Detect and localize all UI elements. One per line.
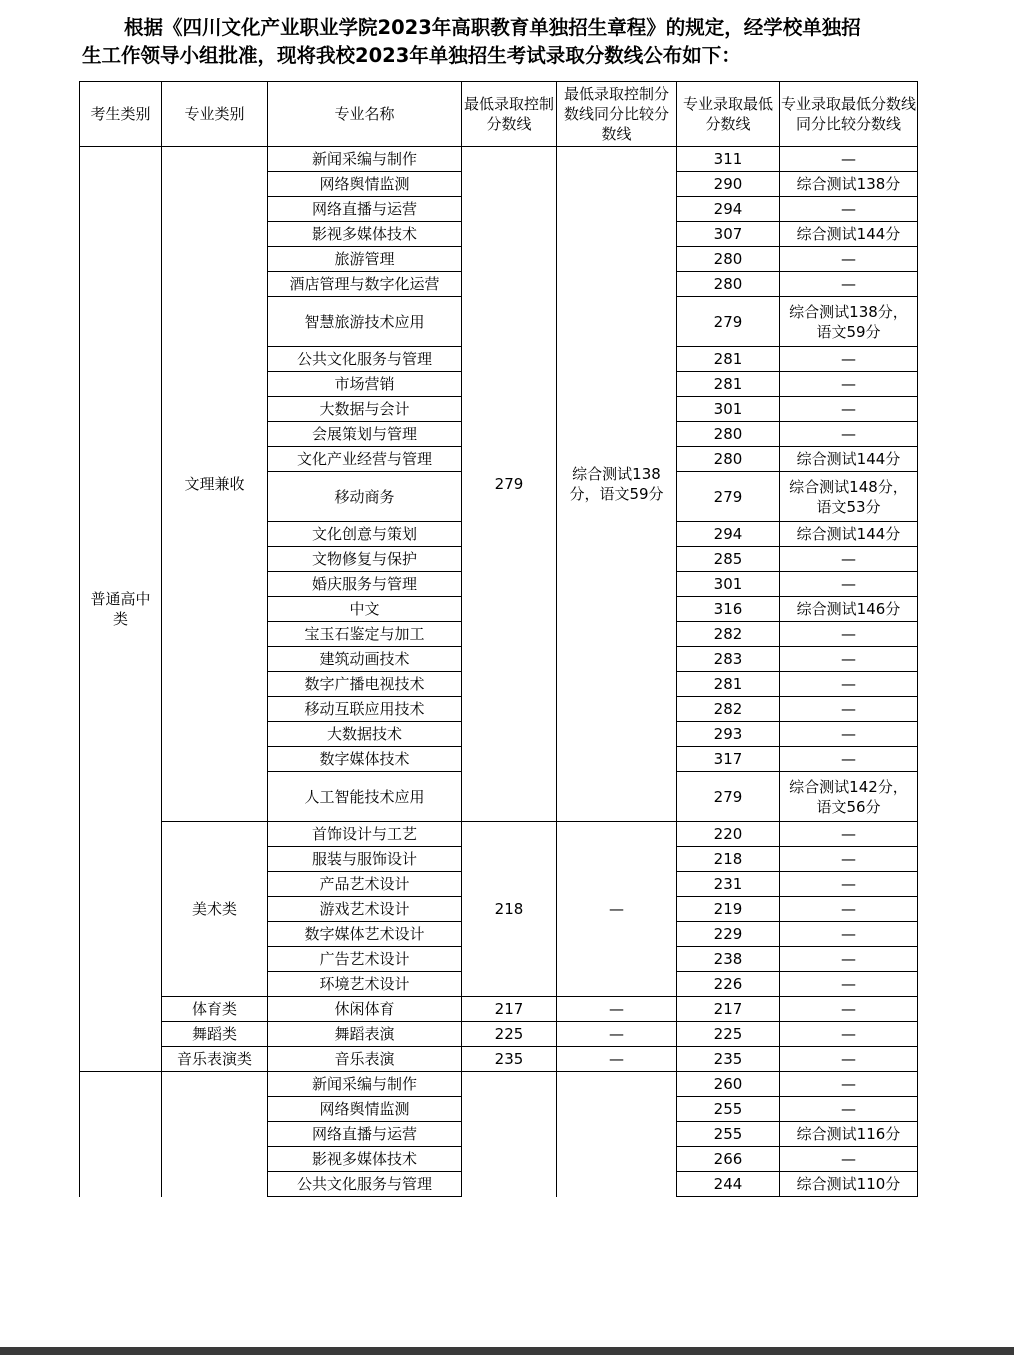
major-tie-break-cell: — bbox=[780, 722, 918, 747]
major-tie-break-cell: — bbox=[780, 347, 918, 372]
major-name-cell: 公共文化服务与管理 bbox=[268, 347, 462, 372]
major-name-cell: 新闻采编与制作 bbox=[268, 147, 462, 172]
major-tie-break-cell: — bbox=[780, 272, 918, 297]
major-tie-break-cell: — bbox=[780, 147, 918, 172]
major-min-score-cell: 280 bbox=[677, 447, 780, 472]
major-tie-break-cell: — bbox=[780, 547, 918, 572]
table-row bbox=[80, 147, 918, 172]
major-name-cell: 文物修复与保护 bbox=[268, 547, 462, 572]
major-name-cell: 环境艺术设计 bbox=[268, 972, 462, 997]
major-tie-break-cell: 综合测试110分 bbox=[780, 1172, 918, 1197]
major-tie-break-cell: — bbox=[780, 397, 918, 422]
major-tie-break-cell: — bbox=[780, 572, 918, 597]
control-tie-break-cell: 综合测试138分，语文59分 bbox=[557, 147, 677, 822]
major-tie-break-cell: — bbox=[780, 622, 918, 647]
major-tie-break-cell: 综合测试144分 bbox=[780, 222, 918, 247]
major-name-cell: 广告艺术设计 bbox=[268, 947, 462, 972]
control-tie-break-cell: — bbox=[557, 997, 677, 1022]
category-cell-meishu: 美术类 bbox=[162, 822, 268, 997]
candidate-type-cell-2 bbox=[80, 1072, 162, 1197]
major-tie-break-cell: — bbox=[780, 1047, 918, 1072]
major-name-cell: 数字媒体技术 bbox=[268, 747, 462, 772]
table-row bbox=[80, 822, 918, 847]
min-control-score-cell: 218 bbox=[462, 822, 557, 997]
major-min-score-cell: 244 bbox=[677, 1172, 780, 1197]
major-name-cell: 网络直播与运营 bbox=[268, 1122, 462, 1147]
major-name-cell: 人工智能技术应用 bbox=[268, 772, 462, 822]
major-min-score-cell: 279 bbox=[677, 297, 780, 347]
major-min-score-cell: 285 bbox=[677, 547, 780, 572]
major-name-cell: 文化创意与策划 bbox=[268, 522, 462, 547]
major-min-score-cell: 301 bbox=[677, 572, 780, 597]
major-name-cell: 酒店管理与数字化运营 bbox=[268, 272, 462, 297]
category-cell-wudao: 舞蹈类 bbox=[162, 1022, 268, 1047]
major-tie-break-cell: — bbox=[780, 922, 918, 947]
major-min-score-cell: 290 bbox=[677, 172, 780, 197]
major-name-cell: 音乐表演 bbox=[268, 1047, 462, 1072]
major-min-score-cell: 220 bbox=[677, 822, 780, 847]
major-name-cell: 宝玉石鉴定与加工 bbox=[268, 622, 462, 647]
major-min-score-cell: 225 bbox=[677, 1022, 780, 1047]
major-min-score-cell: 279 bbox=[677, 472, 780, 522]
major-min-score-cell: 282 bbox=[677, 622, 780, 647]
major-min-score-cell: 226 bbox=[677, 972, 780, 997]
major-name-cell: 网络舆情监测 bbox=[268, 1097, 462, 1122]
major-min-score-cell: 218 bbox=[677, 847, 780, 872]
major-tie-break-cell: — bbox=[780, 1147, 918, 1172]
header-major-min-score: 专业录取最低分数线 bbox=[677, 82, 780, 147]
major-min-score-cell: 217 bbox=[677, 997, 780, 1022]
min-control-score-cell: 279 bbox=[462, 147, 557, 822]
major-min-score-cell: 229 bbox=[677, 922, 780, 947]
major-min-score-cell: 219 bbox=[677, 897, 780, 922]
major-name-cell: 公共文化服务与管理 bbox=[268, 1172, 462, 1197]
header-candidate-type: 考生类别 bbox=[80, 82, 162, 147]
major-min-score-cell: 255 bbox=[677, 1122, 780, 1147]
major-min-score-cell: 281 bbox=[677, 672, 780, 697]
major-name-cell: 服装与服饰设计 bbox=[268, 847, 462, 872]
major-min-score-cell: 294 bbox=[677, 197, 780, 222]
major-tie-break-cell: 综合测试148分，语文53分 bbox=[780, 472, 918, 522]
min-control-score-cell: 235 bbox=[462, 1047, 557, 1072]
major-name-cell: 休闲体育 bbox=[268, 997, 462, 1022]
intro-line-2: 生工作领导小组批准，现将我校2023年单独招生考试录取分数线公布如下： bbox=[82, 44, 741, 67]
major-tie-break-cell: 综合测试116分 bbox=[780, 1122, 918, 1147]
major-min-score-cell: 266 bbox=[677, 1147, 780, 1172]
major-name-cell: 舞蹈表演 bbox=[268, 1022, 462, 1047]
major-name-cell: 大数据技术 bbox=[268, 722, 462, 747]
window-bottom-bar bbox=[0, 1347, 1014, 1355]
major-min-score-cell: 281 bbox=[677, 372, 780, 397]
major-tie-break-cell: — bbox=[780, 997, 918, 1022]
major-tie-break-cell: — bbox=[780, 672, 918, 697]
intro-paragraph bbox=[82, 14, 922, 70]
major-min-score-cell: 294 bbox=[677, 522, 780, 547]
major-name-cell: 大数据与会计 bbox=[268, 397, 462, 422]
major-tie-break-cell: — bbox=[780, 247, 918, 272]
major-min-score-cell: 311 bbox=[677, 147, 780, 172]
major-min-score-cell: 282 bbox=[677, 697, 780, 722]
admission-score-table bbox=[79, 81, 918, 1197]
major-tie-break-cell: 综合测试142分，语文56分 bbox=[780, 772, 918, 822]
major-min-score-cell: 293 bbox=[677, 722, 780, 747]
control-tie-break-cell-2 bbox=[557, 1072, 677, 1197]
major-tie-break-cell: — bbox=[780, 947, 918, 972]
major-name-cell: 会展策划与管理 bbox=[268, 422, 462, 447]
major-tie-break-cell: 综合测试138分，语文59分 bbox=[780, 297, 918, 347]
major-tie-break-cell: — bbox=[780, 372, 918, 397]
min-control-score-cell-2 bbox=[462, 1072, 557, 1197]
min-control-score-cell: 217 bbox=[462, 997, 557, 1022]
major-min-score-cell: 280 bbox=[677, 247, 780, 272]
major-tie-break-cell: — bbox=[780, 747, 918, 772]
header-row bbox=[80, 82, 918, 147]
major-min-score-cell: 317 bbox=[677, 747, 780, 772]
major-tie-break-cell: 综合测试138分 bbox=[780, 172, 918, 197]
header-major-name: 专业名称 bbox=[268, 82, 462, 147]
major-name-cell: 游戏艺术设计 bbox=[268, 897, 462, 922]
header-control-tie-break: 最低录取控制分数线同分比较分数线 bbox=[557, 82, 677, 147]
major-min-score-cell: 307 bbox=[677, 222, 780, 247]
major-tie-break-cell: — bbox=[780, 1072, 918, 1097]
major-tie-break-cell: — bbox=[780, 897, 918, 922]
table-row bbox=[80, 1047, 918, 1072]
major-tie-break-cell: — bbox=[780, 197, 918, 222]
major-name-cell: 网络直播与运营 bbox=[268, 197, 462, 222]
major-min-score-cell: 316 bbox=[677, 597, 780, 622]
major-min-score-cell: 235 bbox=[677, 1047, 780, 1072]
control-tie-break-cell: — bbox=[557, 1022, 677, 1047]
major-tie-break-cell: — bbox=[780, 647, 918, 672]
header-min-control-score: 最低录取控制分数线 bbox=[462, 82, 557, 147]
major-tie-break-cell: — bbox=[780, 972, 918, 997]
major-name-cell: 智慧旅游技术应用 bbox=[268, 297, 462, 347]
major-tie-break-cell: 综合测试144分 bbox=[780, 522, 918, 547]
major-name-cell: 中文 bbox=[268, 597, 462, 622]
major-name-cell: 旅游管理 bbox=[268, 247, 462, 272]
major-name-cell: 新闻采编与制作 bbox=[268, 1072, 462, 1097]
candidate-type-cell: 普通高中类 bbox=[80, 147, 162, 1072]
major-name-cell: 数字广播电视技术 bbox=[268, 672, 462, 697]
major-min-score-cell: 231 bbox=[677, 872, 780, 897]
intro-line-1: 根据《四川文化产业职业学院2023年高职教育单独招生章程》的规定，经学校单独招 bbox=[124, 16, 861, 39]
major-tie-break-cell: — bbox=[780, 1022, 918, 1047]
category-cell-wenli: 文理兼收 bbox=[162, 147, 268, 822]
major-tie-break-cell: — bbox=[780, 697, 918, 722]
major-tie-break-cell: — bbox=[780, 1097, 918, 1122]
major-min-score-cell: 280 bbox=[677, 272, 780, 297]
category-cell-tiyu: 体育类 bbox=[162, 997, 268, 1022]
header-major-tie-break: 专业录取最低分数线同分比较分数线 bbox=[780, 82, 918, 147]
major-min-score-cell: 260 bbox=[677, 1072, 780, 1097]
major-name-cell: 婚庆服务与管理 bbox=[268, 572, 462, 597]
table-row bbox=[80, 997, 918, 1022]
control-tie-break-cell: — bbox=[557, 822, 677, 997]
major-name-cell: 影视多媒体技术 bbox=[268, 1147, 462, 1172]
major-tie-break-cell: — bbox=[780, 847, 918, 872]
major-min-score-cell: 281 bbox=[677, 347, 780, 372]
major-min-score-cell: 280 bbox=[677, 422, 780, 447]
major-name-cell: 首饰设计与工艺 bbox=[268, 822, 462, 847]
table-row bbox=[80, 1022, 918, 1047]
major-name-cell: 数字媒体艺术设计 bbox=[268, 922, 462, 947]
control-tie-break-cell: — bbox=[557, 1047, 677, 1072]
major-tie-break-cell: — bbox=[780, 422, 918, 447]
major-min-score-cell: 301 bbox=[677, 397, 780, 422]
major-min-score-cell: 238 bbox=[677, 947, 780, 972]
min-control-score-cell: 225 bbox=[462, 1022, 557, 1047]
major-tie-break-cell: 综合测试146分 bbox=[780, 597, 918, 622]
major-min-score-cell: 279 bbox=[677, 772, 780, 822]
major-name-cell: 移动互联应用技术 bbox=[268, 697, 462, 722]
major-name-cell: 影视多媒体技术 bbox=[268, 222, 462, 247]
major-min-score-cell: 255 bbox=[677, 1097, 780, 1122]
table-row bbox=[80, 1072, 918, 1097]
major-tie-break-cell: — bbox=[780, 872, 918, 897]
major-name-cell: 产品艺术设计 bbox=[268, 872, 462, 897]
major-name-cell: 文化产业经营与管理 bbox=[268, 447, 462, 472]
major-name-cell: 建筑动画技术 bbox=[268, 647, 462, 672]
major-name-cell: 移动商务 bbox=[268, 472, 462, 522]
major-name-cell: 网络舆情监测 bbox=[268, 172, 462, 197]
category-cell-yinyue: 音乐表演类 bbox=[162, 1047, 268, 1072]
major-min-score-cell: 283 bbox=[677, 647, 780, 672]
major-tie-break-cell: 综合测试144分 bbox=[780, 447, 918, 472]
major-name-cell: 市场营销 bbox=[268, 372, 462, 397]
header-major-category: 专业类别 bbox=[162, 82, 268, 147]
category-cell-2 bbox=[162, 1072, 268, 1197]
major-tie-break-cell: — bbox=[780, 822, 918, 847]
